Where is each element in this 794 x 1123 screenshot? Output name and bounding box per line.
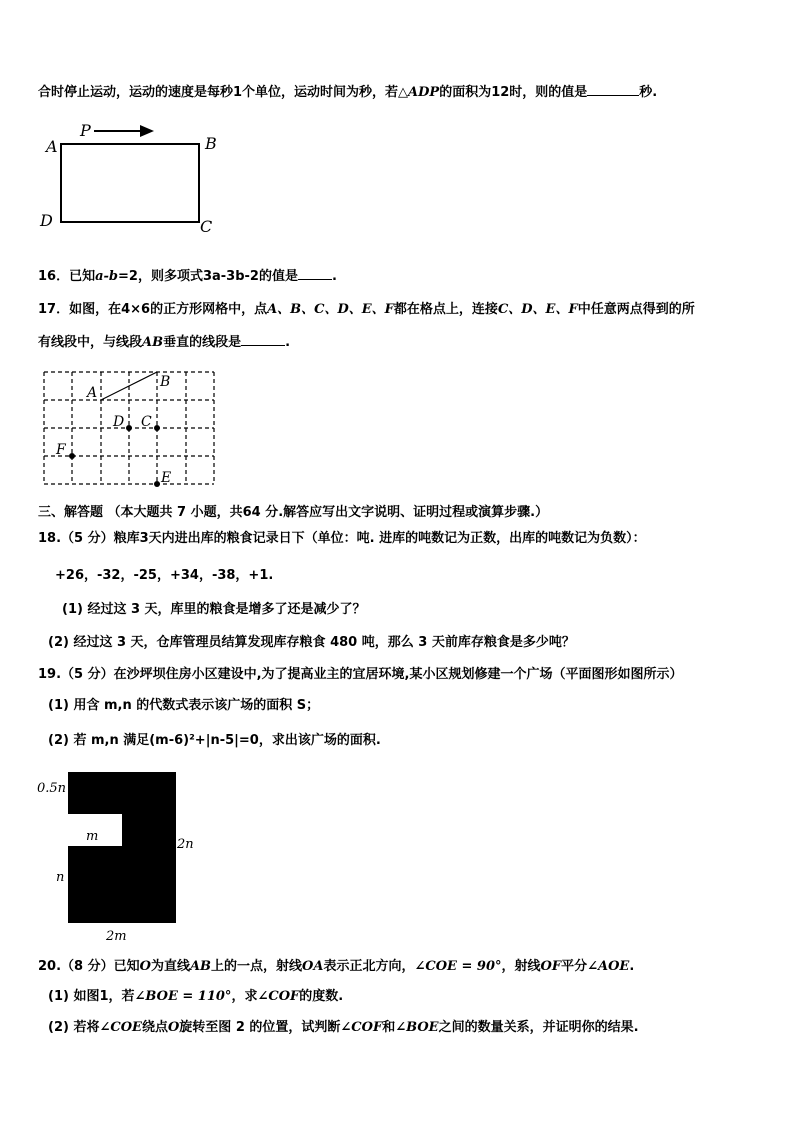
q17-answer-blank[interactable]	[241, 332, 285, 346]
q15-label-b: B	[205, 134, 217, 153]
q20-angle-aoe: ∠AOE	[587, 959, 630, 974]
q17-point-e	[154, 481, 160, 487]
q15-rectangle-figure	[36, 120, 226, 240]
q17-l1-b: 都在格点上，连接	[393, 302, 498, 317]
q19-plaza-figure	[34, 768, 204, 948]
q15-label-d: D	[40, 211, 53, 230]
q15-text-a: 合时停止运动，运动的速度是每秒1个单位，运动时间为秒，若△	[38, 85, 409, 100]
q20-s-a: 20.（8 分）已知	[38, 959, 140, 974]
q20-p2-a: (2) 若将	[48, 1020, 100, 1035]
q19-part1: (1) 用含 m,n 的代数式表示该广场的面积 S；	[48, 698, 320, 713]
q19-label-n: n	[56, 870, 65, 885]
q17-l2-c: .	[285, 335, 291, 350]
q20-p1-a: (1) 如图1，若	[48, 989, 135, 1004]
q20-point-o: O	[139, 959, 151, 974]
q17-point-f	[69, 453, 75, 459]
q19-part2: (2) 若 m,n 满足(m-6)²+|n-5|=0，求出该广场的面积.	[48, 733, 381, 748]
q15-triangle: ADP	[408, 85, 440, 100]
q17-points: A、B、C、D、E、F	[267, 302, 394, 317]
q16-number: 16．已知	[38, 269, 96, 284]
q20-p2-cof: ∠COF	[340, 1020, 383, 1035]
q17-label-e: E	[161, 470, 172, 486]
q17-text-line2	[38, 332, 290, 352]
q20-line-ab: AB	[189, 959, 212, 974]
q17-grid-figure	[40, 368, 220, 492]
q17-l1-c: 中任意两点得到的所	[577, 302, 695, 317]
q17-label-f: F	[56, 442, 66, 458]
q19-label-2m: 2m	[106, 929, 127, 944]
q16-text	[38, 266, 337, 286]
q17-point-c	[154, 425, 160, 431]
q17-label-a: A	[87, 385, 98, 401]
q16-expression: 3a-3b-2	[202, 269, 259, 284]
q20-ray-oa: OA	[302, 959, 324, 974]
q20-s-c: 上的一点，射线	[211, 959, 303, 974]
q18-part2: (2) 经过这 3 天，仓库管理员结算发现库存粮食 480 吨，那么 3 天前库存粮食是多少吨？	[48, 635, 575, 650]
q20-s-b: 为直线	[150, 959, 190, 974]
q19-label-m: m	[86, 829, 99, 844]
q17-l1-a: 17．如图，在4×6的正方形网格中，点	[38, 302, 268, 317]
q20-p2-point-o: O	[167, 1020, 180, 1035]
q20-angle-coe: ∠COE = 90°	[414, 959, 502, 974]
q19-stem: 19.（5 分）在沙坪坝住房小区建设中,为了提高业主的宜居环境,某小区规划修建一个广场（平面图形如图所示）	[38, 667, 683, 682]
q15-label-a: A	[46, 137, 58, 156]
q15-text	[38, 82, 657, 102]
q18-part1: (1) 经过这 3 天，库里的粮食是增多了还是减少了？	[62, 602, 366, 617]
q17-l2-a: 有线段中，与线段	[38, 335, 143, 350]
q20-s-f: 平分	[561, 959, 588, 974]
q20-p1-b: ，求	[231, 989, 258, 1004]
q15-answer-blank[interactable]	[587, 82, 639, 96]
q19-plaza-shape	[68, 772, 176, 923]
q15-label-p: P	[80, 121, 91, 140]
q17-points-2: C、D、E、F	[497, 302, 578, 317]
q15-arrow-head	[140, 125, 154, 137]
q16-condition: a-b	[95, 269, 119, 284]
q20-stem	[38, 958, 634, 976]
q18-stem: 18.（5 分）粮库3天内进出库的粮食记录日下（单位：吨. 进库的吨数记为正数，出库的吨数记为负数）：	[38, 531, 646, 546]
q20-p1-c: 的度数.	[299, 989, 344, 1004]
q20-p1-target: ∠COF	[257, 989, 300, 1004]
q20-p2-b: 绕点	[141, 1020, 168, 1035]
q20-part1	[48, 988, 343, 1006]
q16-condition-value: =2，则多项式	[118, 269, 203, 284]
q16-end: .	[332, 269, 337, 284]
q15-label-c: C	[200, 217, 213, 236]
q20-p2-angle: ∠COE	[99, 1020, 142, 1035]
q18-data: +26，-32，-25，+34，-38，+1.	[55, 568, 274, 583]
q20-p2-e: 之间的数量关系，并证明你的结果.	[438, 1020, 639, 1035]
q17-label-c: C	[141, 414, 152, 430]
q19-label-2n: 2n	[177, 837, 194, 852]
q17-point-d	[126, 425, 132, 431]
q20-p2-boe: ∠BOE	[395, 1020, 439, 1035]
q17-text-line1	[38, 301, 695, 319]
q20-ray-of: OF	[540, 959, 562, 974]
q20-p2-c: 旋转至图 2 的位置，试判断	[179, 1020, 341, 1035]
q20-part2	[48, 1019, 639, 1037]
q16-tail: 的值是	[258, 269, 298, 284]
q15-rectangle	[61, 144, 199, 222]
q20-s-g: .	[629, 959, 635, 974]
q17-label-b: B	[160, 374, 171, 390]
q19-label-half-n: 0.5n	[37, 781, 67, 796]
q17-l2-b: 垂直的线段是	[163, 335, 242, 350]
q20-p1-angle: ∠BOE = 110°	[134, 989, 232, 1004]
q17-label-d: D	[113, 414, 125, 430]
q16-answer-blank[interactable]	[298, 266, 332, 280]
q20-s-e: ，射线	[501, 959, 541, 974]
q20-p2-d: 和	[382, 1020, 396, 1035]
q20-s-d: 表示正北方向，	[323, 959, 415, 974]
q15-text-c: 秒.	[639, 85, 658, 100]
q17-segment: AB	[142, 335, 164, 350]
section-3-heading: 三、解答题 （本大题共 7 小题，共64 分.解答应写出文字说明、证明过程或演算步骤.）	[38, 505, 549, 520]
q15-text-b: 的面积为12时，则的值是	[439, 85, 588, 100]
